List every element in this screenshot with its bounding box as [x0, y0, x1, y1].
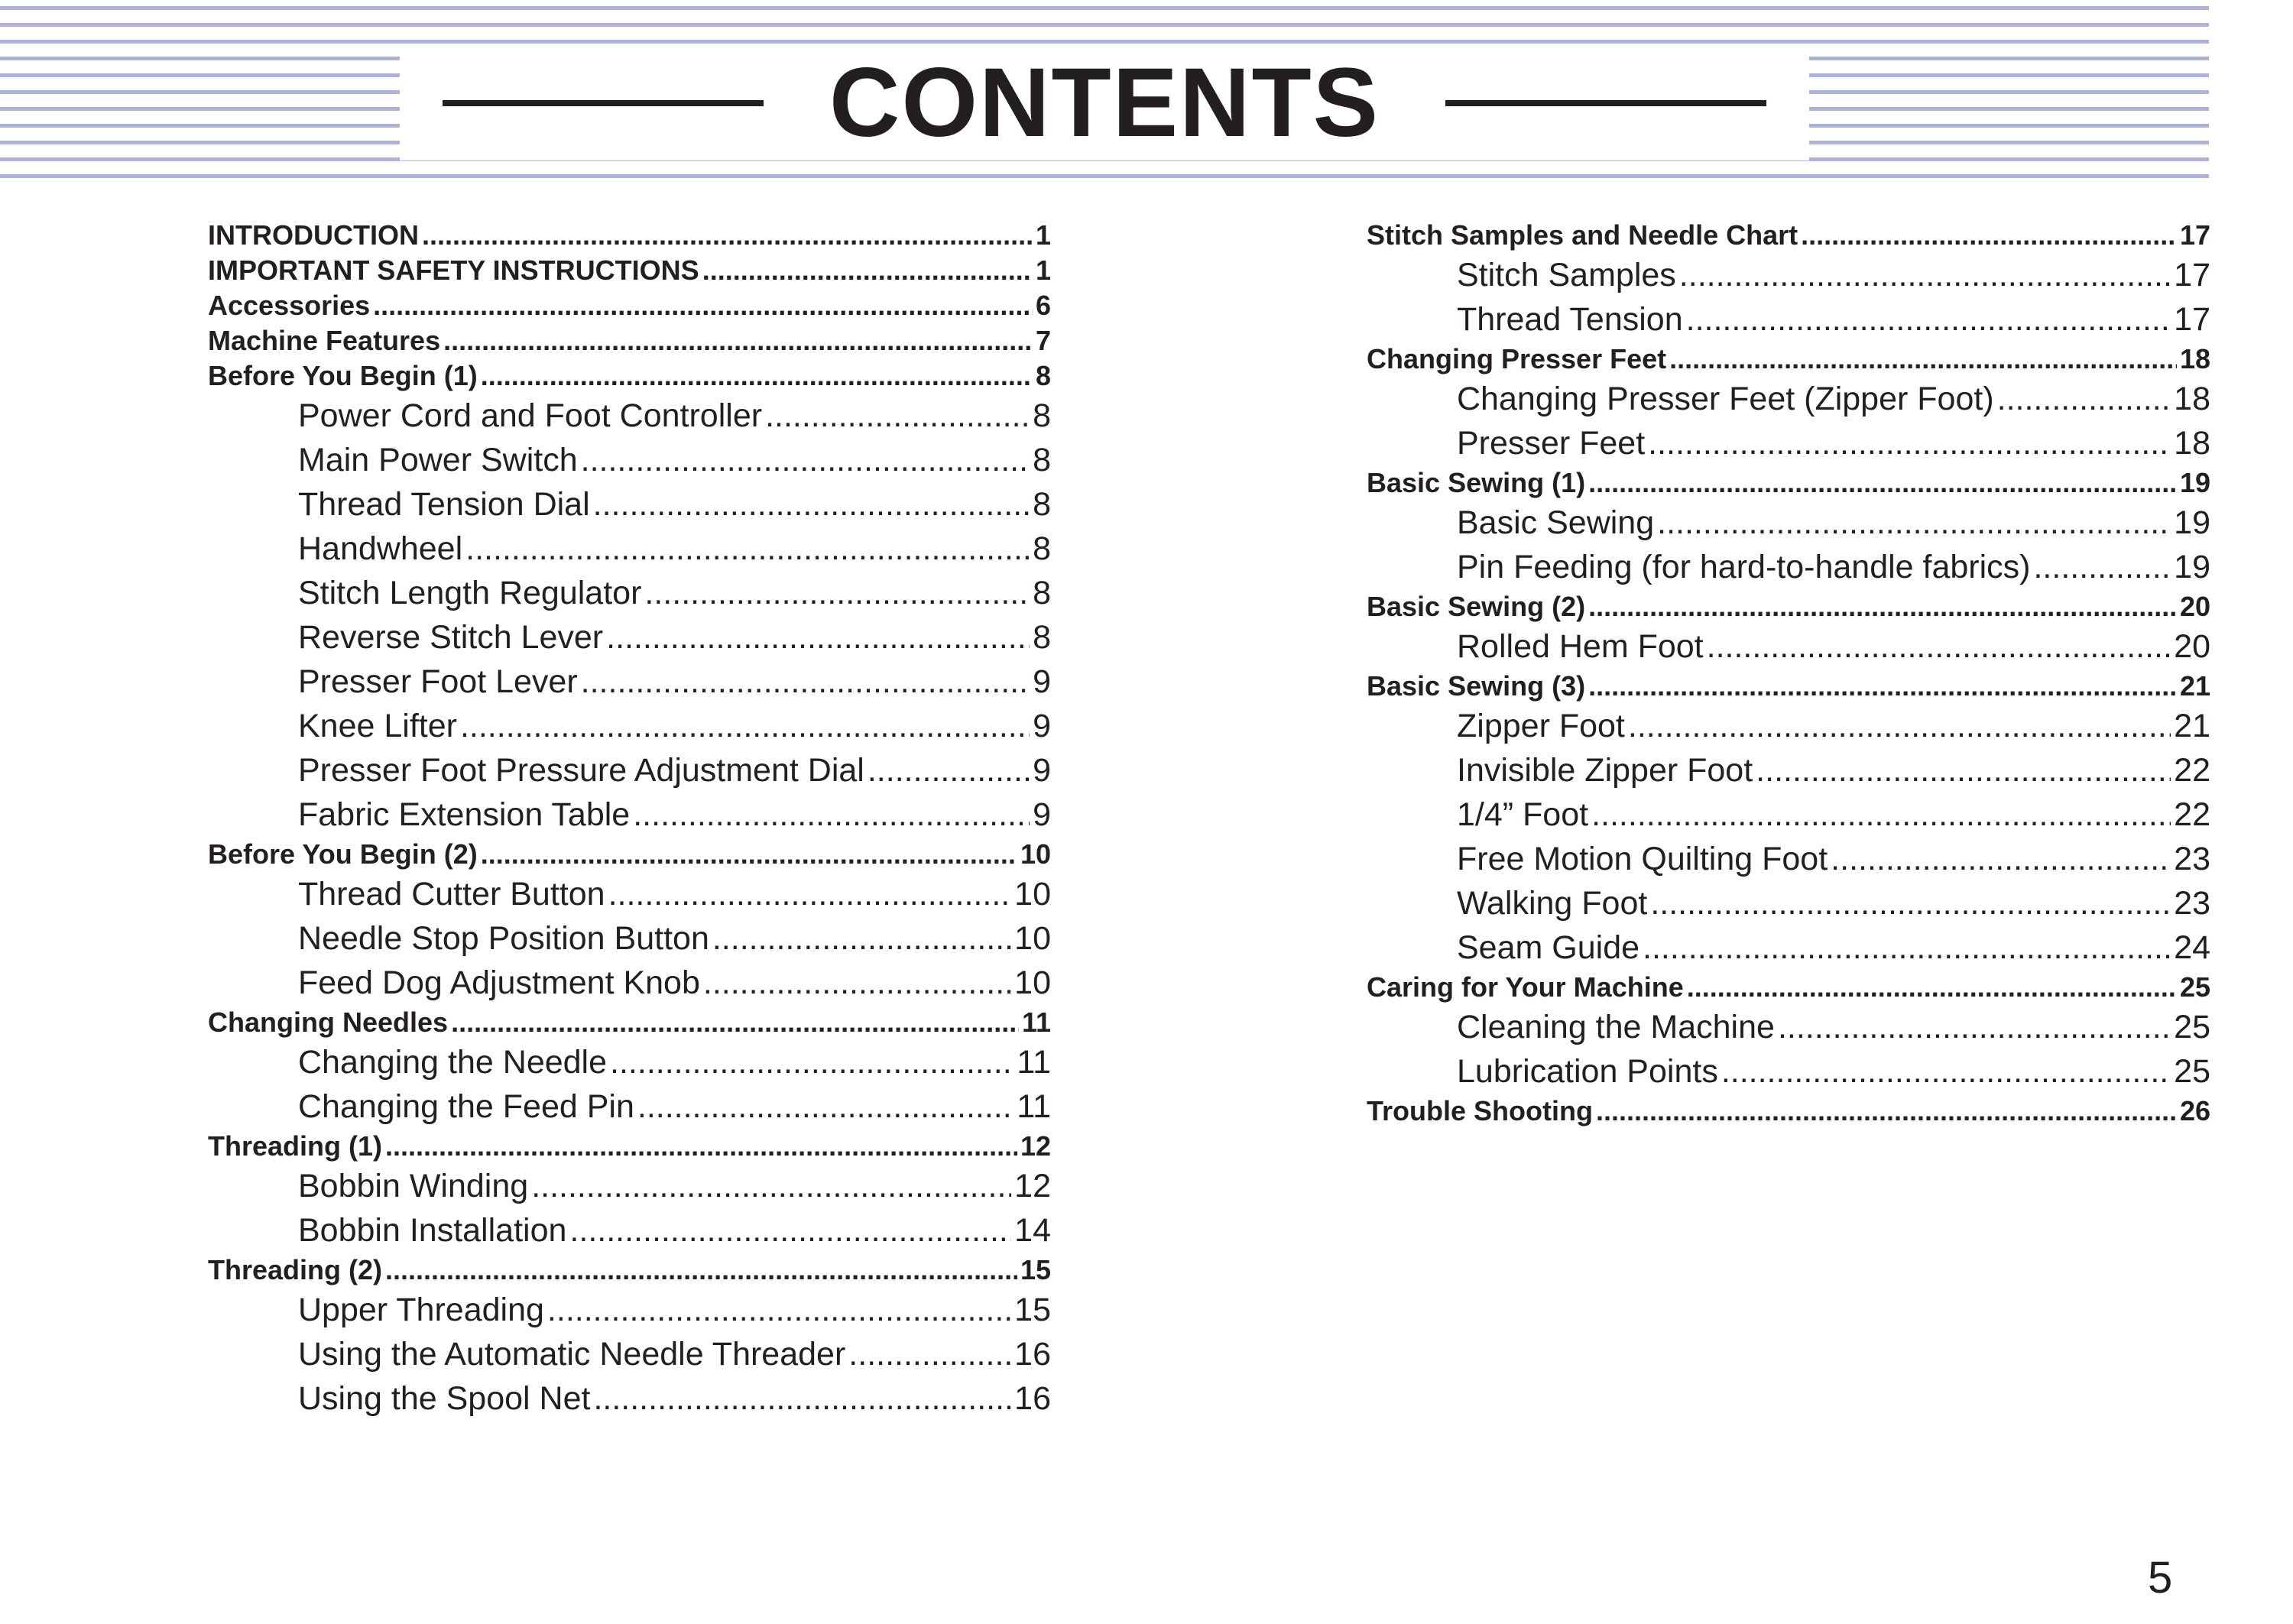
toc-entry-label: 1/4” Foot	[1457, 796, 1589, 833]
toc-subsection-entry	[298, 1084, 1051, 1129]
toc-leader-dots	[385, 1253, 1017, 1288]
toc-entry-label: Free Motion Quilting Foot	[1457, 841, 1828, 877]
toc-section-entry	[208, 358, 1051, 394]
toc-entry-page: 22	[2174, 752, 2210, 789]
toc-leader-dots	[422, 218, 1033, 253]
toc-leader-dots	[1756, 748, 2171, 793]
toc-entry-label: Stitch Samples	[1457, 257, 1676, 293]
toc-entry-label: Feed Dog Adjustment Knob	[298, 964, 700, 1001]
toc-subsection-entry	[298, 748, 1051, 793]
toc-entry-page: 21	[2179, 670, 2210, 702]
toc-leader-dots	[1588, 465, 2177, 501]
toc-entry-label: Bobbin Winding	[298, 1168, 529, 1204]
toc-entry-page: 7	[1035, 325, 1051, 356]
toc-entry-label: Bobbin Installation	[298, 1212, 567, 1249]
toc-leader-dots	[1679, 253, 2171, 297]
toc-leader-dots	[460, 704, 1030, 748]
toc-subsection-entry	[298, 1208, 1051, 1253]
toc-entry-label: Pin Feeding (for hard-to-handle fabrics)	[1457, 549, 2031, 585]
toc-entry-label: Thread Cutter Button	[298, 876, 605, 912]
toc-leader-dots	[712, 916, 1011, 961]
toc-subsection-entry	[298, 1332, 1051, 1376]
toc-entry-page: 20	[2179, 591, 2210, 622]
toc-subsection-entry	[298, 394, 1051, 438]
toc-entry-label: Upper Threading	[298, 1292, 544, 1328]
title-band	[0, 46, 2209, 160]
toc-leader-dots	[581, 660, 1030, 704]
title-rule-left	[443, 100, 764, 106]
toc-leader-dots	[633, 793, 1030, 837]
toc-entry-page: 20	[2174, 628, 2210, 665]
title-rule-right	[1445, 100, 1766, 106]
toc-entry-page: 18	[2174, 381, 2210, 417]
toc-entry-page: 10	[1014, 964, 1051, 1001]
toc-section-entry	[208, 1253, 1051, 1288]
toc-subsection-entry	[298, 793, 1051, 837]
toc-subsection-entry	[298, 660, 1051, 704]
toc-entry-page: 23	[2174, 841, 2210, 877]
toc-leader-dots	[569, 1208, 1011, 1253]
toc-entry-label: Changing the Feed Pin	[298, 1088, 634, 1125]
toc-section-entry	[1367, 669, 2210, 704]
toc-leader-dots	[1650, 881, 2171, 925]
toc-entry-page: 19	[2179, 467, 2210, 498]
toc-section-entry	[1367, 1094, 2210, 1129]
toc-entry-label: Lubrication Points	[1457, 1053, 1718, 1090]
toc-leader-dots	[1591, 793, 2171, 837]
toc-leader-dots	[443, 323, 1033, 358]
toc-subsection-entry	[298, 916, 1051, 961]
toc-entry-label: Basic Sewing (2)	[1367, 591, 1586, 622]
toc-subsection-entry	[298, 704, 1051, 748]
toc-section-entry	[1367, 342, 2210, 377]
toc-leader-dots	[1707, 624, 2171, 669]
toc-entry-page: 8	[1033, 575, 1051, 611]
toc-entry-page: 1	[1035, 219, 1051, 251]
toc-subsection-entry	[1457, 624, 2210, 669]
toc-entry-label: Main Power Switch	[298, 442, 578, 478]
toc-entry-page: 8	[1033, 530, 1051, 567]
toc-subsection-entry	[1457, 793, 2210, 837]
toc-entry-label: Stitch Length Regulator	[298, 575, 642, 611]
toc-leader-dots	[593, 482, 1030, 527]
toc-entry-label: Stitch Samples and Needle Chart	[1367, 219, 1798, 251]
toc-entry-label: Thread Tension	[1457, 301, 1683, 338]
toc-entry-page: 9	[1033, 708, 1051, 744]
toc-leader-dots	[610, 1040, 1014, 1084]
toc-entry-label: Presser Feet	[1457, 425, 1646, 462]
toc-entry-label: Before You Begin (1)	[208, 360, 478, 391]
toc-entry-page: 11	[1017, 1088, 1051, 1125]
toc-entry-page: 8	[1033, 397, 1051, 434]
toc-entry-label: Reverse Stitch Lever	[298, 619, 604, 656]
toc-entry-label: Using the Spool Net	[298, 1380, 591, 1417]
toc-entry-page: 17	[2174, 257, 2210, 293]
toc-entry-page: 8	[1033, 486, 1051, 523]
title-group	[400, 46, 1809, 160]
toc-entry-page: 9	[1033, 752, 1051, 789]
toc-entry-label: Trouble Shooting	[1367, 1095, 1593, 1126]
toc-subsection-entry	[1457, 837, 2210, 881]
toc-entry-label: Cleaning the Machine	[1457, 1009, 1775, 1045]
toc-entry-label: Changing the Needle	[298, 1044, 608, 1081]
toc-leader-dots	[481, 358, 1033, 394]
toc-entry-label: Basic Sewing (1)	[1367, 467, 1586, 498]
toc-entry-page: 25	[2174, 1009, 2210, 1045]
toc-entry-page: 11	[1017, 1044, 1051, 1081]
toc-leader-dots	[703, 961, 1011, 1005]
toc-entry-page: 12	[1014, 1168, 1051, 1204]
toc-leader-dots	[848, 1332, 1011, 1376]
toc-leader-dots	[644, 571, 1030, 615]
toc-subsection-entry	[298, 615, 1051, 660]
toc-leader-dots	[608, 872, 1012, 916]
toc-entry-label: Invisible Zipper Foot	[1457, 752, 1753, 789]
toc-subsection-entry	[298, 1164, 1051, 1208]
toc-entry-page: 8	[1033, 619, 1051, 656]
toc-leader-dots	[1669, 342, 2177, 377]
toc-leader-dots	[481, 837, 1017, 872]
toc-entry-label: Fabric Extension Table	[298, 796, 631, 833]
toc-section-entry	[208, 288, 1051, 323]
toc-leader-dots	[1778, 1005, 2171, 1049]
toc-entry-page: 17	[2174, 301, 2210, 338]
page-number: 5	[2148, 1553, 2173, 1603]
toc-leader-dots	[1687, 970, 2177, 1005]
toc-leader-dots	[1831, 837, 2171, 881]
toc-leader-dots	[1801, 218, 2177, 253]
toc-entry-label: Rolled Hem Foot	[1457, 628, 1704, 665]
toc-entry-page: 14	[1014, 1212, 1051, 1249]
toc-entry-label: Accessories	[208, 290, 371, 321]
toc-entry-page: 25	[2179, 971, 2210, 1003]
toc-entry-page: 21	[2174, 708, 2210, 744]
toc-entry-page: 25	[2174, 1053, 2210, 1090]
toc-entry-page: 18	[2179, 343, 2210, 374]
toc-subsection-entry	[298, 1040, 1051, 1084]
toc-leader-dots	[581, 438, 1030, 482]
toc-leader-dots	[1628, 704, 2171, 748]
toc-entry-label: Changing Presser Feet	[1367, 343, 1667, 374]
toc-leader-dots	[1648, 421, 2171, 465]
toc-subsection-entry	[298, 571, 1051, 615]
toc-subsection-entry	[298, 1376, 1051, 1421]
toc-leader-dots	[765, 394, 1030, 438]
toc-leader-dots	[2033, 545, 2171, 589]
toc-entry-page: 19	[2174, 549, 2210, 585]
toc-subsection-entry	[298, 872, 1051, 916]
toc-leader-dots	[1997, 377, 2171, 421]
toc-subsection-entry	[298, 1288, 1051, 1332]
toc-subsection-entry	[1457, 545, 2210, 589]
toc-leader-dots	[1643, 925, 2171, 970]
toc-entry-label: Handwheel	[298, 530, 463, 567]
toc-section-entry	[1367, 970, 2210, 1005]
toc-entry-page: 6	[1035, 290, 1051, 321]
toc-entry-page: 15	[1014, 1292, 1051, 1328]
toc-subsection-entry	[1457, 881, 2210, 925]
toc-entry-label: Zipper Foot	[1457, 708, 1625, 744]
toc-entry-label: Presser Foot Lever	[298, 663, 578, 700]
toc-leader-dots	[1588, 589, 2177, 624]
toc-entry-label: IMPORTANT SAFETY INSTRUCTIONS	[208, 254, 699, 286]
toc-entry-page: 23	[2174, 885, 2210, 922]
toc-entry-page: 19	[2174, 504, 2210, 541]
toc-leader-dots	[606, 615, 1030, 660]
toc-leader-dots	[547, 1288, 1011, 1332]
toc-entry-label: Threading (1)	[208, 1130, 383, 1162]
toc-section-entry	[1367, 589, 2210, 624]
toc-section-entry	[208, 323, 1051, 358]
toc-entry-label: Basic Sewing	[1457, 504, 1655, 541]
toc-entry-label: Basic Sewing (3)	[1367, 670, 1586, 702]
toc-entry-page: 1	[1035, 254, 1051, 286]
toc-entry-page: 22	[2174, 796, 2210, 833]
toc-entry-page: 10	[1014, 876, 1051, 912]
toc-entry-page: 24	[2174, 929, 2210, 966]
toc-leader-dots	[373, 288, 1033, 323]
toc-entry-label: Walking Foot	[1457, 885, 1648, 922]
toc-entry-page: 16	[1014, 1380, 1051, 1417]
toc-leader-dots	[1588, 669, 2177, 704]
toc-entry-label: Power Cord and Foot Controller	[298, 397, 763, 434]
toc-entry-label: Thread Tension Dial	[298, 486, 590, 523]
toc-entry-label: Changing Needles	[208, 1006, 449, 1038]
toc-section-entry	[208, 1005, 1051, 1040]
toc-entry-label: Knee Lifter	[298, 708, 457, 744]
toc-entry-page: 10	[1020, 838, 1051, 870]
toc-subsection-entry	[298, 438, 1051, 482]
toc-leader-dots	[385, 1129, 1017, 1164]
toc-subsection-entry	[1457, 421, 2210, 465]
toc-leader-dots	[702, 253, 1033, 288]
toc-subsection-entry	[1457, 925, 2210, 970]
page-title: CONTENTS	[806, 46, 1403, 160]
toc-entry-page: 9	[1033, 796, 1051, 833]
toc-entry-label: Using the Automatic Needle Threader	[298, 1336, 846, 1373]
toc-subsection-entry	[1457, 1049, 2210, 1094]
toc-subsection-entry	[1457, 1005, 2210, 1049]
toc-entry-page: 26	[2179, 1095, 2210, 1126]
toc-entry-page: 8	[1035, 360, 1051, 391]
toc-subsection-entry	[298, 961, 1051, 1005]
toc-entry-label: Changing Presser Feet (Zipper Foot)	[1457, 381, 1994, 417]
toc-leader-dots	[1657, 501, 2171, 545]
toc-leader-dots	[465, 527, 1030, 571]
toc-entry-label: Presser Foot Pressure Adjustment Dial	[298, 752, 864, 789]
toc-entry-label: Seam Guide	[1457, 929, 1640, 966]
toc-subsection-entry	[1457, 748, 2210, 793]
toc-entry-label: Machine Features	[208, 325, 441, 356]
toc-subsection-entry	[1457, 377, 2210, 421]
toc-entry-label: INTRODUCTION	[208, 219, 419, 251]
toc-entry-page: 8	[1033, 442, 1051, 478]
toc-section-entry	[208, 837, 1051, 872]
toc-subsection-entry	[298, 527, 1051, 571]
toc-entry-page: 18	[2174, 425, 2210, 462]
toc-entry-page: 9	[1033, 663, 1051, 700]
toc-entry-page: 17	[2179, 219, 2210, 251]
toc-entry-page: 16	[1014, 1336, 1051, 1373]
toc-leader-dots	[1686, 297, 2171, 342]
toc-section-entry	[208, 218, 1051, 253]
toc-column-left	[208, 218, 1051, 1421]
toc-leader-dots	[637, 1084, 1014, 1129]
toc-subsection-entry	[1457, 297, 2210, 342]
toc-leader-dots	[1596, 1094, 2177, 1129]
toc-subsection-entry	[1457, 704, 2210, 748]
toc-section-entry	[1367, 465, 2210, 501]
toc-leader-dots	[531, 1164, 1011, 1208]
toc-subsection-entry	[1457, 253, 2210, 297]
toc-subsection-entry	[1457, 501, 2210, 545]
toc-entry-label: Caring for Your Machine	[1367, 971, 1684, 1003]
toc-section-entry	[208, 253, 1051, 288]
toc-entry-page: 10	[1014, 920, 1051, 957]
toc-entry-page: 11	[1021, 1006, 1051, 1038]
toc-entry-page: 15	[1020, 1254, 1051, 1285]
toc-entry-label: Needle Stop Position Button	[298, 920, 709, 957]
toc-column-right	[1367, 218, 2210, 1129]
toc-leader-dots	[451, 1005, 1019, 1040]
toc-entry-label: Before You Begin (2)	[208, 838, 478, 870]
toc-entry-label: Threading (2)	[208, 1254, 383, 1285]
toc-leader-dots	[593, 1376, 1011, 1421]
toc-entry-page: 12	[1020, 1130, 1051, 1162]
toc-leader-dots	[868, 748, 1030, 793]
toc-section-entry	[1367, 218, 2210, 253]
toc-leader-dots	[1721, 1049, 2171, 1094]
toc-subsection-entry	[298, 482, 1051, 527]
toc-section-entry	[208, 1129, 1051, 1164]
